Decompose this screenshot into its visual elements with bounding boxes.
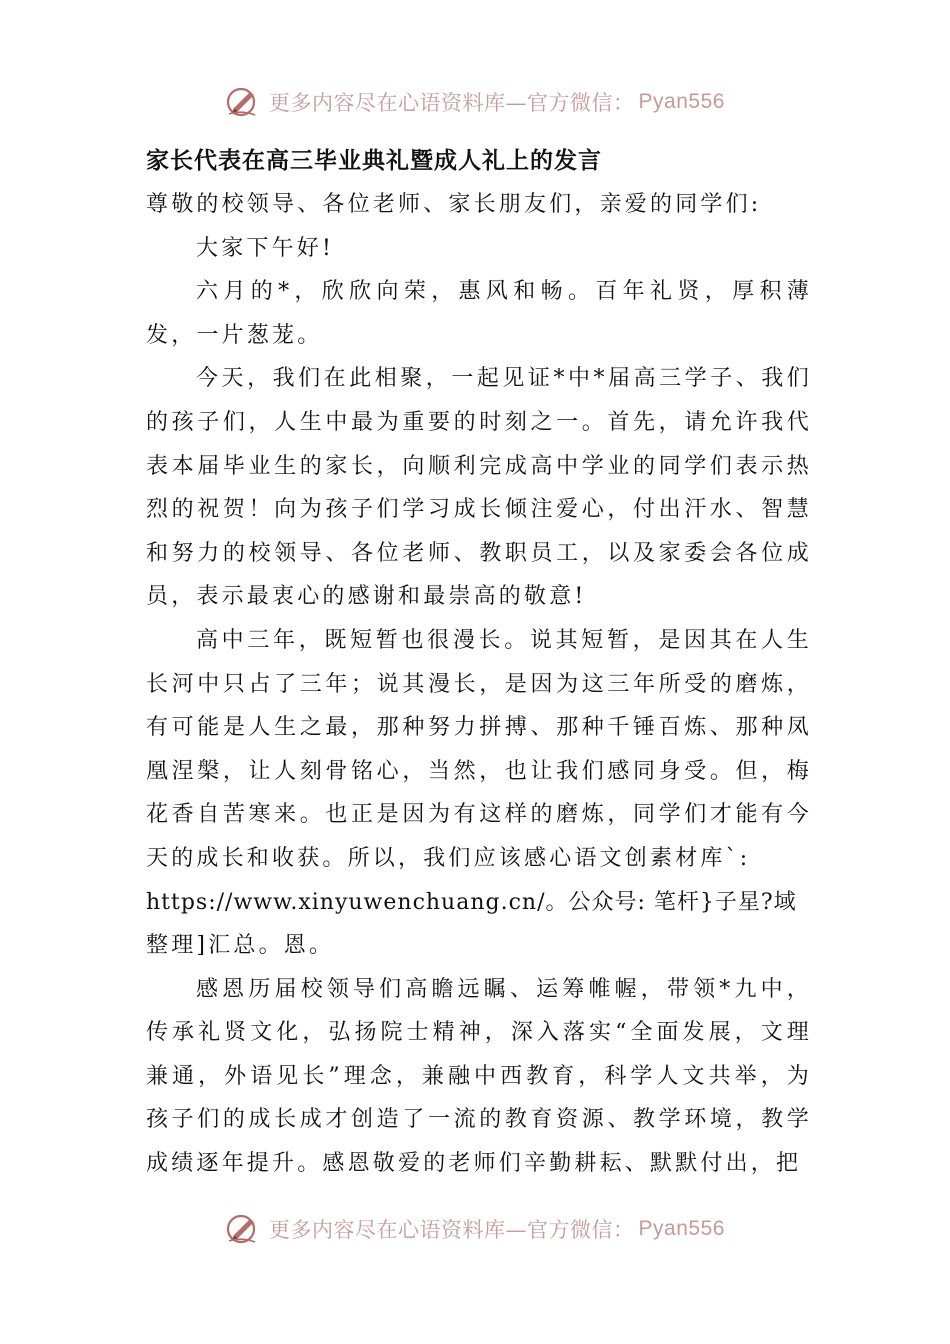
pen-logo-icon bbox=[225, 1211, 261, 1247]
document-title: 家长代表在高三毕业典礼暨成人礼上的发言 bbox=[146, 148, 602, 174]
paragraph-4: 感恩历届校领导们高瞻远瞩、运筹帷幄，带领*九中，传承礼贤文化，弘扬院士精神，深入落实“全面发展，文理兼通，外语见长”理念，兼融中西教育，科学人文共举，为孩子们的成长成才创造了一流的教育资源、教学环境，教学成绩逐年提升。感恩敬爱的老师们辛勤耕耘、默默付出，把 bbox=[146, 976, 812, 1177]
watermark-header bbox=[0, 84, 950, 120]
watermark-wechat-id: Pyan556 bbox=[638, 1217, 725, 1240]
paragraph-3: 高中三年，既短暂也很漫长。说其短暂，是因其在人生长河中只占了三年；说其漫长，是因为这三年所受的磨炼，有可能是人生之最，那种努力拼搏、那种千锤百炼、那种凤凰涅槃，让人刻骨铭心，当然，也让我们感同身受。但，梅花香自苦寒来。也正是因为有这样的磨炼，同学们才能有今天的成长和收获。所以，我们应该感心语文创素材库`: bbox=[146, 627, 812, 871]
pen-logo-icon bbox=[225, 84, 261, 120]
watermark-wechat-id: Pyan556 bbox=[638, 90, 725, 113]
paragraph-3-end: 整理]汇总。恩。 bbox=[146, 933, 335, 959]
watermark-text: 更多内容尽在心语资料库—官方微信： Pyan556 bbox=[269, 90, 725, 115]
greeting: 大家下午好! bbox=[196, 235, 335, 261]
paragraph-2: 今天，我们在此相聚，一起见证*中*届高三学子、我们的孩子们，人生中最为重要的时刻之一。首先，请允许我代表本届毕业生的家长，向顺利完成高中学业的同学们表示热烈的祝贺！向为孩子们学习成长倾注爱心，付出汗水、智慧和努力的校领导、各位老师、教职员工，以及家委会各位成员，表示最衷心的感谢和最崇高的敬意! bbox=[146, 366, 812, 610]
watermark-footer bbox=[0, 1211, 950, 1247]
paragraph-3-url-line: https://www.xinyuwenchuang.cn/。公众号: 笔杆}子星?域 bbox=[146, 889, 797, 915]
salutation: 尊敬的校领导、各位老师、家长朋友们，亲爱的同学们: bbox=[146, 192, 762, 217]
watermark-text: 更多内容尽在心语资料库—官方微信： Pyan556 bbox=[269, 1217, 725, 1242]
document-body bbox=[146, 140, 812, 1186]
paragraph-1: 六月的*，欣欣向荣，惠风和畅。百年礼贤，厚积薄发，一片葱茏。 bbox=[146, 279, 812, 348]
